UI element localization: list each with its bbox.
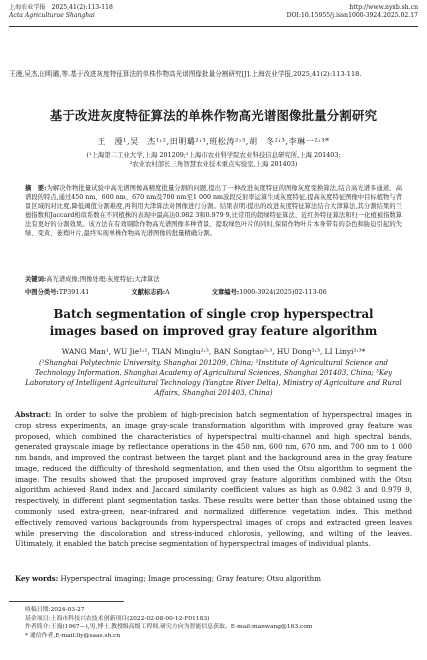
journal-issue-zh: 上海农业学报 2025,41(2):113-118	[9, 4, 113, 11]
received-date: 收稿日期:2024-03-27	[25, 607, 85, 613]
classification-zh	[25, 289, 402, 298]
abstract-zh	[25, 185, 402, 239]
author-bio: 作者简介:王漫(1967—),男,博士,教授级高级工程师,研究方向为智能信息获取。E-mail:manwang@163.com	[25, 624, 313, 631]
header-rule	[9, 26, 418, 27]
keywords-en-label: Key words:	[15, 574, 59, 583]
keywords-zh-text: 高光谱成像;图像处理;灰度特征;大津算法	[46, 276, 160, 283]
journal-website[interactable]: http://www.nyxb.sh.cn	[349, 4, 418, 11]
title-zh: 基于改进灰度特征算法的单株作物高光谱图像批量分割研究	[49, 108, 378, 123]
article-number-label: 文章编号:	[211, 289, 240, 296]
affiliation-en: (¹Shanghai Polytechnic University, Shanghai 201209, China; ²Institute of Agricultural Science and Technology Information, Shanghai Academy of Agricultural Sciences, Shanghai 201403, China; ³Key Laboratory of Intelligent Agricultural Technology (Yangtze River Delta), Ministry of Agriculture and Rural Affairs, Shanghai 201403, China)	[25, 359, 402, 397]
clc-label: 中图分类号:	[25, 289, 59, 296]
abstract-en	[15, 410, 412, 550]
doi: DOI:10.15955/j.issn1000-3924.2025.02.17	[286, 12, 418, 20]
affiliation-zh-line-2: ³农业农村部长三角智慧农业技术重点实验室,上海 201403)	[129, 160, 298, 169]
authors-zh: 王 漫¹,吴 杰¹˒²,田明璐²˒³,班松涛²˒³,胡 冬²˒³,李琳一²˒³*	[97, 137, 330, 146]
keywords-zh-label: 关键词:	[25, 276, 47, 283]
citation: 王漫,吴杰,田明璐,等.基于改进灰度特征算法的单株作物高光谱图像批量分割研究[J].上海农业学报,2025,41(2):113-118.	[9, 70, 362, 78]
abstract-zh-label: 摘 要:	[25, 185, 47, 192]
document-code	[131, 289, 189, 296]
title-en: Batch segmentation of single crop hyperspectral images based on improved gray feature algorithm	[49, 307, 378, 338]
article-number	[212, 289, 347, 296]
document-code-label: 文献标志码:	[131, 289, 166, 296]
clc-number	[25, 289, 109, 296]
corresponding-author: * 通信作者,E-mail:lly@saas.sh.cn	[25, 633, 121, 640]
journal-name-en: Acta Agriculturae Shanghai	[9, 12, 95, 20]
journal-header-left	[9, 4, 113, 20]
journal-header-right	[287, 4, 418, 20]
keywords-en-text: Hyperspectral imaging; Image processing; Gray feature; Otsu algorithm	[60, 574, 321, 583]
footnote	[25, 606, 418, 641]
abstract-en-label: Abstract:	[15, 410, 52, 419]
funding: 基金项目:上海市科技兴农技术创新项目(2022-02-08-00-12-F01183)	[25, 615, 210, 622]
affiliation-zh	[20, 151, 407, 170]
abstract-zh-text: 为解决作物批量试验中高光谱图像高精度批量分割的问题,提出了一种改进灰度特征的图像灰度变换算法,结合高光谱多通道、高谱段的特点,通过450 nm、600 nm、670 nm及700 nm至1 000 nm波段反射率运算生成灰度特征,提高灰度特征图像中目标植物与背景区域的对比度,降低阈值分割难度,再利用大津算法对图像进行分割。结果表明:提出的改进灰度特征算法结合大津算法,其分割结果的兰德指数和Jaccard相似系数在不同植株的表现中最高达0.982 3和0.979 9,比常用的超绿特征算法、近红外特征算法和归一化植被指数算法有更好的分割效果。该方法在有效剔除作物高光谱图像多种背景、提取绿色叶片的同时,保留作物叶片本身带有的杂色和胁迫引起的失绿、变黄、萎蔫叶片,最终实现单株作物高光谱图像的批量精确分割。	[25, 185, 402, 237]
article-number-value: 1000-3924(2025)02-113-06	[239, 289, 327, 296]
abstract-en-text: In order to solve the problem of high-precision batch segmentation of hyperspectral images in crop stress experiments, an image gray-scale transformation algorithm with improved gray feature was proposed, which combined the characteristics of hyperspectral multi-channel and high spectral bands, generated grayscale image by reflectance operations in the 450 nm, 600 nm, 670 nm, and 700 nm to 1 000 nm bands, and improved the contrast between the target plant and the background area in the gray feature image, reduced the difficulty of threshold segmentation, and then used the Otsu algorithm to segment the image. The results showed that the proposed improved gray feature algorithm combined with the Otsu algorithm achieved Rand index and Jaccard similarity coefficient values as high as 0.982 3 and 0.979 9, respectively, in different plant segmentation tasks. These results were better than those obtained using the commonly used extra-green, near-infrared and normalized difference vegetation index. This method effectively removed various backgrounds from hyperspectral images of crops and extracted green leaves while preserving the discoloration and stress-induced chlorosis, yellowing, and wilting of the leaves. Ultimately, it enabled the batch precise segmentation of hyperspectral images of individual plants.	[15, 410, 413, 549]
keywords-en	[15, 574, 412, 584]
keywords-zh	[25, 276, 402, 285]
affiliation-zh-line-1: (¹上海第二工业大学,上海 201209;²上海市农业科学院农业科技信息研究所,上海 201403;	[86, 151, 341, 159]
authors-en: WANG Man¹, WU Jie¹˒², TIAN Minglu²˒³, BAN Songtao²˒³, HU Dong²˒³, LI Linyi²˒³*	[61, 347, 366, 356]
clc-value: TP391.41	[58, 289, 90, 296]
footnote-rule	[9, 601, 124, 602]
document-code-value: A	[165, 289, 170, 296]
